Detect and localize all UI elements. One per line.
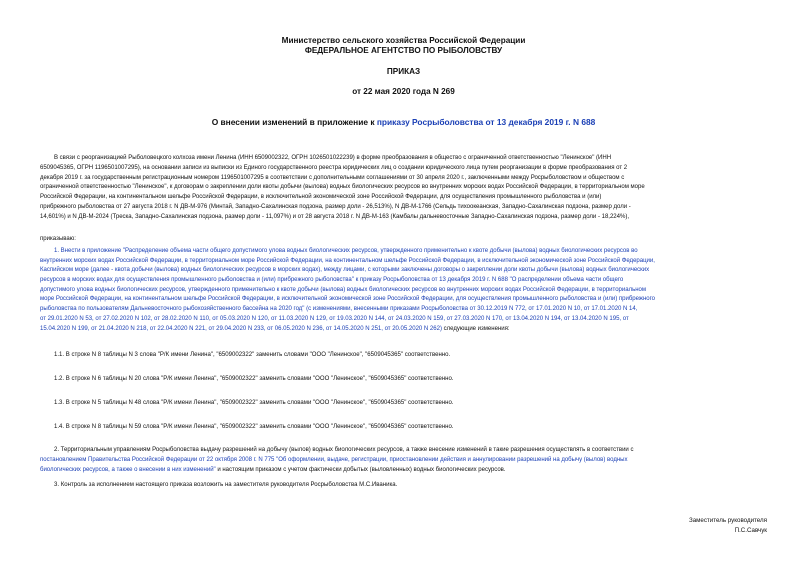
clause-1-link-line[interactable]: рыболовства по пользователям Дальневосточного рыбохозяйственного бассейна на 2020 год" (с изменениями, внесенными приказами Росрыболовства от 30.12.2019 N 772, от 17.01.2020 N 10, от 17.01.2020 N 14,	[40, 306, 638, 313]
signer-position: Заместитель руководителя	[688, 517, 767, 524]
subitem-1-3: 1.3. В строке N 5 таблицы N 48 слова "Р/К имени Ленина", "6509002322" заменить словами "ООО "Ленинское", "6509045365" соответственно.	[54, 400, 454, 406]
clause-1-link-line[interactable]: внутренних морских водах Российской Федерации, в территориальном море Российской Федерации, на континентальном шельфе Российской Федерации, в исключительной экономической зоне Российской Федерации,	[40, 257, 655, 264]
ministry-name: Министерство сельского хозяйства Российской Федерации	[281, 36, 526, 45]
clause-1-link-line[interactable]: 15.04.2020 N 199, от 21.04.2020 N 218, от 22.04.2020 N 221, от 29.04.2020 N 233, от 06.05.2020 N 236, от 14.05.2020 N 251, от 20.05.2020 N 262)	[40, 325, 442, 332]
preamble	[40, 154, 767, 223]
clause-1-link-line[interactable]: ресурсов в морских водах для осуществления промышленного рыболовства и (или) прибрежного рыболовства" к приказу Росрыболовства от 13 декабря 2019 г. N 688 "О распределении объема части общего	[40, 277, 624, 284]
preamble-line: ограниченной ответственностью "Ленинское", к договорам о закреплении доли квоты добычи (вылова) водных биологических ресурсов во внутренних морских водах Российской Федерации, в территориальном море	[40, 184, 645, 191]
clause-1-link-line[interactable]: допустимого улова водных биологических ресурсов, утвержденного применительно к квоте добычи (вылова) водных биологических ресурсов во внутренних морских водах Российской Федерации, в территориальном	[40, 286, 647, 293]
subitem-1-1: 1.1. В строке N 8 таблицы N 3 слова "Р/К имени Ленина", "6509002322" заменить словами "ООО "Ленинское", "6509045365" соответственно.	[54, 352, 451, 358]
signer-name: П.С.Савчук	[734, 527, 767, 534]
clause-2-line: 2. Территориальным управлениям Росрыболовства выдачу разрешений на добычу (вылов) водных биологических ресурсов, а также внесение изменений в такие разрешения осуществлять в соответствии с	[54, 447, 634, 453]
preamble-line: декабря 2019 г. за государственным регистрационным номером 1196501007295 в соответствии с дополнительными соглашениями от 30 апреля 2020 г., заключенными между Росрыболовством и обществом с	[40, 174, 625, 181]
doc-title	[0, 117, 807, 127]
signature-block	[689, 516, 767, 536]
clause-2-last-line	[40, 466, 767, 476]
preamble-line: 6509045365, ОГРН 1196501007295), на основании записи из выписки из Единого государственного реестра юридических лиц о создании юридического лица путем реорганизации в форме преобразования от 2	[40, 164, 628, 171]
doc-type: ПРИКАЗ	[386, 67, 421, 76]
doc-date-number: от 22 мая 2020 года N 269	[352, 87, 455, 96]
document-header	[0, 36, 807, 56]
doc-title-prefix: О внесении изменений в приложение к	[211, 117, 377, 127]
preamble-line: Российской Федерации, на континентальном шельфе Российской Федерации, в исключительной экономической зоне Российской Федерации, для осуществления промышленного рыболовства и (или)	[40, 194, 602, 201]
decree-775-link[interactable]: биологических ресурсов, а также о внесении в них изменений"	[40, 466, 216, 473]
clause-1-link-line[interactable]: 1. Внести в приложение "Распределение объема части общего допустимого улова водных биологических ресурсов, утвержденного применительно к квоте добычи (вылова) водных биологических ресурсов во	[54, 248, 638, 254]
clause-2-tail: и настоящим приказом с учетом фактически добытых (выловленных) водных биологических ресурсов.	[215, 466, 506, 473]
clause-1-tail: следующие изменения:	[441, 325, 510, 332]
preamble-line: 14,601%) и N ДВ-М-2024 (Треска, Западно-Сахалинская подзона, размер доли - 11,097%) и от 28 августа 2018 г. N ДВ-М-163 (Камбалы дальневосточные Западно-Сахалинская подзона, размер доли - 18,224%),	[40, 213, 629, 220]
decree-775-link[interactable]: постановлением Правительства Российской Федерации от 22 октября 2008 г. N 775 "Об оформлении, выдаче, регистрации, приостановлении действия и аннулировании разрешений на добычу (вылов) водных	[40, 456, 628, 463]
clause-3: 3. Контроль за исполнением настоящего приказа возложить на заместителя руководителя Росрыболовства М.С.Иваника.	[54, 482, 398, 488]
agency-name: ФЕДЕРАЛЬНОЕ АГЕНТСТВО ПО РЫБОЛОВСТВУ	[304, 46, 503, 55]
clause-1	[40, 247, 767, 334]
clause-1-link-line[interactable]: от 29.01.2020 N 53, от 27.02.2020 N 102, от 28.02.2020 N 110, от 05.03.2020 N 120, от 11.03.2020 N 129, от 19.03.2020 N 144, от 24.03.2020 N 159, от 27.03.2020 N 170, от 13.04.2020 N 194, от 13.04.2020 N 195, от	[40, 315, 629, 322]
preamble-line: прибрежного рыболовства от 27 августа 2018 г. N ДВ-М-976 (Минтай, Западно-Сахалинская подзона, размер доли - 26,513%), N ДВ-М-1766 (Сельдь тихоокеанская, Западно-Сахалинская подзона, размер доли -	[40, 203, 631, 210]
order-word: приказываю:	[40, 236, 76, 242]
preamble-line: В связи с реорганизацией Рыболовецкого колхоза имени Ленина (ИНН 6509002322, ОГРН 1026501022239) в форме преобразования в общество с ограниченной ответственностью "Ленинское" (ИНН	[54, 155, 612, 161]
subitem-1-4: 1.4. В строке N 8 таблицы N 59 слова "Р/К имени Ленина", "6509002322" заменить словами "ООО "Ленинское", "6509045365" соответственно.	[54, 424, 454, 430]
clause-1-last-line	[40, 325, 767, 335]
clause-2	[40, 446, 767, 475]
clause-1-link-line[interactable]: море Российской Федерации, на континентальном шельфе Российской Федерации, в исключительной экономической зоне Российской Федерации, для осуществления промышленного рыболовства и (или) прибрежного	[40, 296, 655, 303]
subitem-1-2: 1.2. В строке N 6 таблицы N 20 слова "Р/К имени Ленина", "6509002322" заменить словами "ООО "Ленинское", "6509045365" соответственно.	[54, 376, 454, 382]
order-688-link[interactable]: приказу Росрыболовства от 13 декабря 2019 г. N 688	[376, 117, 596, 127]
clause-1-link-line[interactable]: Каспийском море (далее - квота добычи (вылова) водных биологических ресурсов в морских водах), между лицами, с которыми заключены договоры о закреплении доли квоты добычи (вылова) водных биологических	[40, 267, 650, 274]
